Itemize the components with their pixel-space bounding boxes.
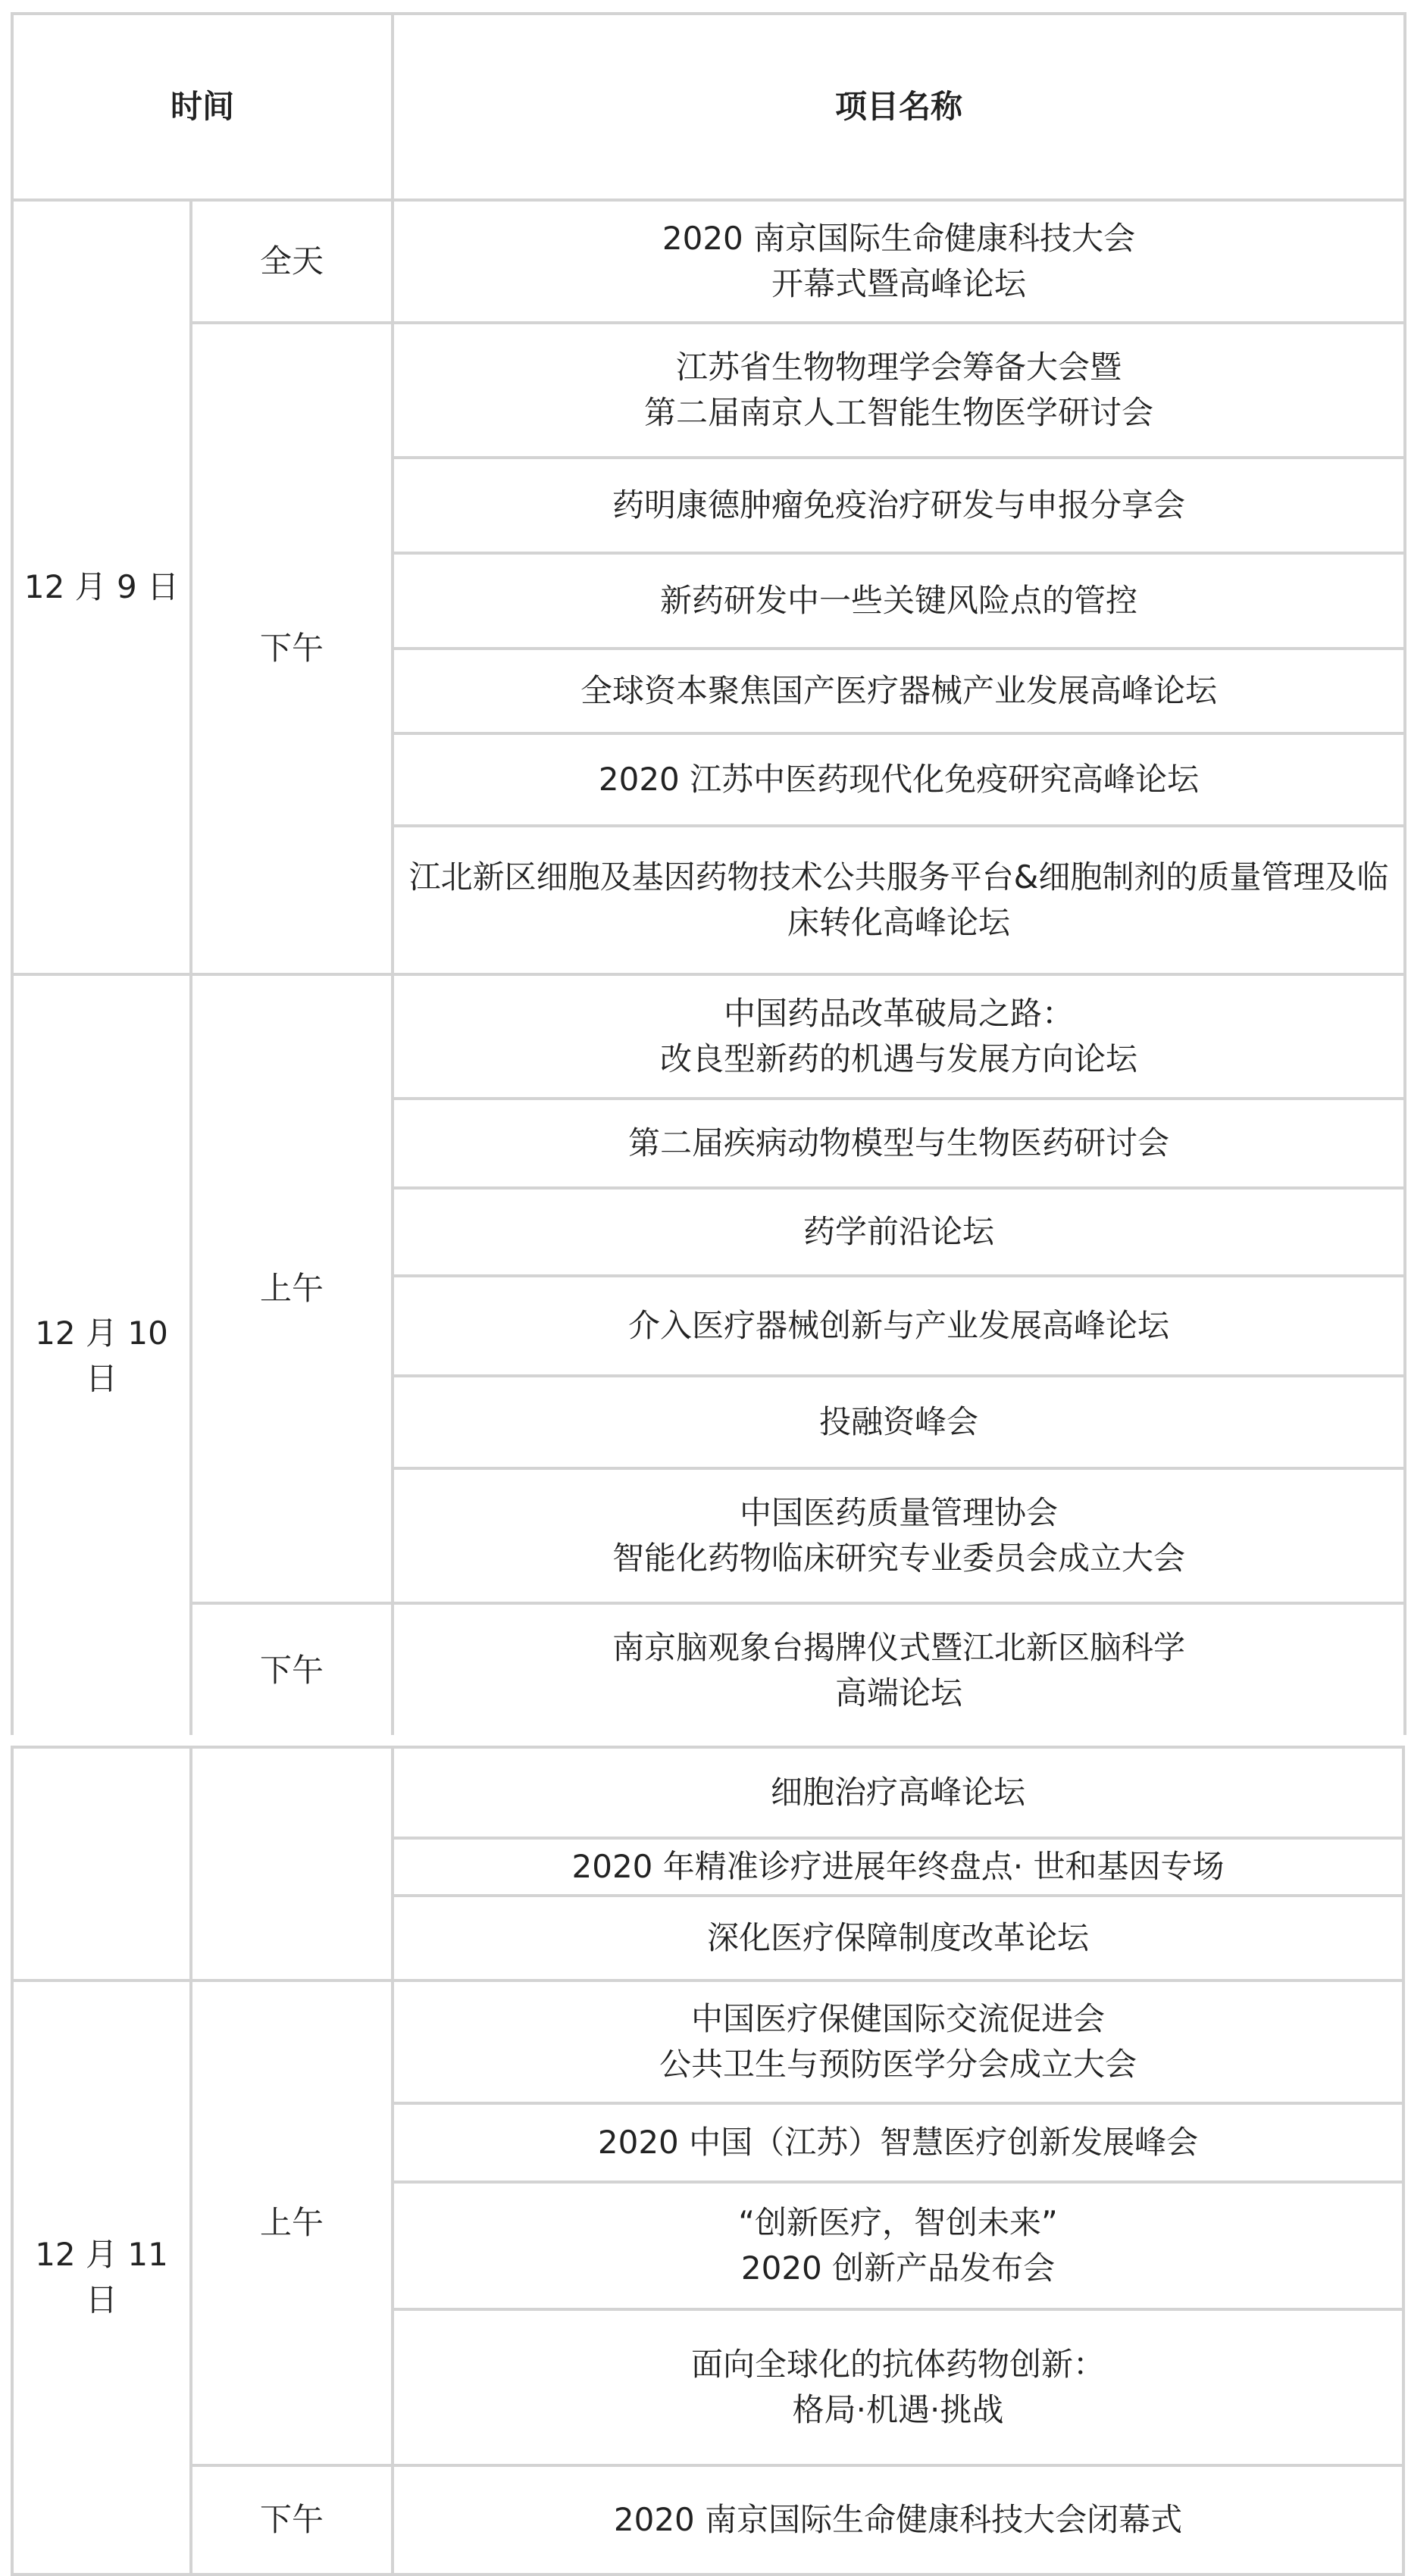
event-cell: 江苏省生物物理学会筹备大会暨 第二届南京人工智能生物医学研讨会	[393, 323, 1405, 458]
event-cell: 2020 年精准诊疗进展年终盘点· 世和基因专场	[393, 1838, 1403, 1896]
table-row	[12, 974, 1405, 1099]
event-cell: 药明康德肿瘤免疫治疗研发与申报分享会	[393, 458, 1405, 553]
date-cell: 12 月 10 日	[12, 974, 191, 1738]
event-cell: 深化医疗保障制度改革论坛	[393, 1896, 1403, 1980]
table-row	[12, 1747, 1403, 1838]
session-cell: 上午	[191, 1980, 393, 2465]
session-cell: 下午	[191, 2465, 393, 2574]
event-cell: 江北新区细胞及基因药物技术公共服务平台&细胞制剂的质量管理及临床转化高峰论坛	[393, 826, 1405, 974]
table-row	[12, 1980, 1403, 2103]
event-cell: 药学前沿论坛	[393, 1188, 1405, 1276]
event-cell: 介入医疗器械创新与产业发展高峰论坛	[393, 1276, 1405, 1376]
event-cell: 投融资峰会	[393, 1376, 1405, 1468]
table-row	[12, 323, 1405, 458]
event-cell: 新药研发中一些关键风险点的管控	[393, 553, 1405, 649]
event-cell: “创新医疗，智创未来” 2020 创新产品发布会	[393, 2182, 1403, 2309]
event-cell: 南京脑观象台揭牌仪式暨江北新区脑科学 高端论坛	[393, 1603, 1405, 1738]
event-cell: 2020 南京国际生命健康科技大会 开幕式暨高峰论坛	[393, 200, 1405, 323]
session-cell: 上午	[191, 974, 393, 1603]
event-cell: 面向全球化的抗体药物创新： 格局·机遇·挑战	[393, 2309, 1403, 2465]
event-cell: 中国医疗保健国际交流促进会 公共卫生与预防医学分会成立大会	[393, 1980, 1403, 2103]
header-row	[12, 14, 1405, 200]
header-time: 时间	[12, 14, 393, 200]
session-cell: 全天	[191, 200, 393, 323]
session-cell-continued	[191, 1747, 393, 1980]
page-break-gap	[0, 1735, 1408, 1746]
event-cell: 中国药品改革破局之路： 改良型新药的机遇与发展方向论坛	[393, 974, 1405, 1099]
table-row	[12, 1603, 1405, 1738]
table-row	[12, 2465, 1403, 2574]
session-cell: 下午	[191, 1603, 393, 1738]
event-cell: 全球资本聚焦国产医疗器械产业发展高峰论坛	[393, 649, 1405, 733]
event-cell: 2020 南京国际生命健康科技大会闭幕式	[393, 2465, 1403, 2574]
event-cell: 2020 中国（江苏）智慧医疗创新发展峰会	[393, 2103, 1403, 2182]
date-cell: 12 月 11 日	[12, 1980, 191, 2574]
header-project-name: 项目名称	[393, 14, 1405, 200]
event-cell: 细胞治疗高峰论坛	[393, 1747, 1403, 1838]
event-cell: 中国医药质量管理协会 智能化药物临床研究专业委员会成立大会	[393, 1468, 1405, 1603]
date-cell-continued	[12, 1747, 191, 1980]
schedule-table-part2	[11, 1746, 1405, 2576]
table-row	[12, 200, 1405, 323]
event-cell: 2020 江苏中医药现代化免疫研究高峰论坛	[393, 733, 1405, 826]
session-cell: 下午	[191, 323, 393, 974]
event-cell: 第二届疾病动物模型与生物医药研讨会	[393, 1099, 1405, 1188]
schedule-table-part1	[11, 12, 1406, 1740]
date-cell: 12 月 9 日	[12, 200, 191, 974]
